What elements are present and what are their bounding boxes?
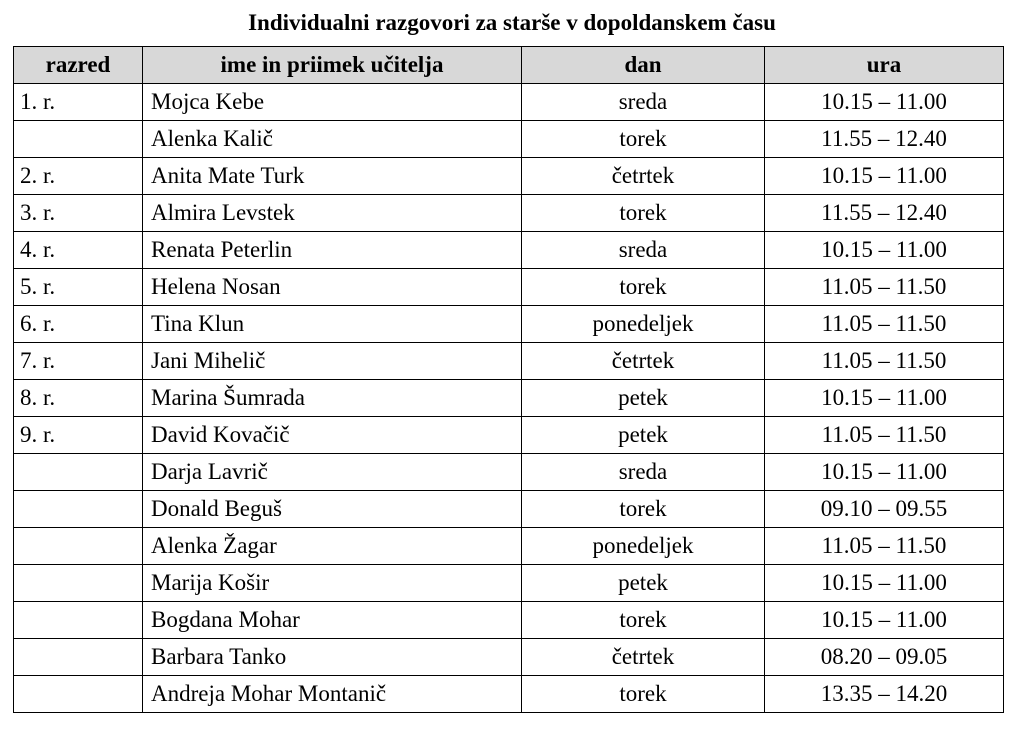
table-row (14, 491, 1004, 528)
header-row (14, 47, 1004, 84)
table-row (14, 602, 1004, 639)
cell-day: ponedeljek (522, 528, 765, 565)
cell-time: 13.35 – 14.20 (765, 676, 1004, 713)
cell-day: četrtek (522, 343, 765, 380)
table-row (14, 121, 1004, 158)
cell-time: 11.05 – 11.50 (765, 306, 1004, 343)
table-row (14, 417, 1004, 454)
cell-teacher-name: Almira Levstek (143, 195, 522, 232)
cell-day: torek (522, 195, 765, 232)
cell-time: 10.15 – 11.00 (765, 158, 1004, 195)
table-row (14, 528, 1004, 565)
cell-day: torek (522, 491, 765, 528)
cell-teacher-name: Helena Nosan (143, 269, 522, 306)
cell-teacher-name: Bogdana Mohar (143, 602, 522, 639)
cell-day: petek (522, 417, 765, 454)
cell-day: torek (522, 602, 765, 639)
cell-grade: 7. r. (14, 343, 143, 380)
cell-teacher-name: Alenka Žagar (143, 528, 522, 565)
table-row (14, 565, 1004, 602)
cell-grade: 6. r. (14, 306, 143, 343)
cell-time: 11.55 – 12.40 (765, 195, 1004, 232)
column-header-grade: razred (14, 47, 143, 84)
cell-time: 10.15 – 11.00 (765, 380, 1004, 417)
table-row (14, 306, 1004, 343)
cell-day: sreda (522, 84, 765, 121)
cell-day: torek (522, 676, 765, 713)
cell-day: torek (522, 121, 765, 158)
table-row (14, 84, 1004, 121)
cell-day: četrtek (522, 639, 765, 676)
cell-day: sreda (522, 232, 765, 269)
cell-grade (14, 528, 143, 565)
cell-grade (14, 639, 143, 676)
cell-teacher-name: Anita Mate Turk (143, 158, 522, 195)
cell-day: petek (522, 565, 765, 602)
column-header-time: ura (765, 47, 1004, 84)
cell-time: 10.15 – 11.00 (765, 84, 1004, 121)
cell-time: 11.05 – 11.50 (765, 269, 1004, 306)
cell-time: 11.05 – 11.50 (765, 343, 1004, 380)
table-row (14, 232, 1004, 269)
table-row (14, 158, 1004, 195)
cell-time: 11.05 – 11.50 (765, 417, 1004, 454)
cell-grade (14, 602, 143, 639)
column-header-day: dan (522, 47, 765, 84)
schedule-table (13, 46, 1004, 713)
cell-teacher-name: Barbara Tanko (143, 639, 522, 676)
cell-grade (14, 491, 143, 528)
table-row (14, 269, 1004, 306)
cell-teacher-name: Andreja Mohar Montanič (143, 676, 522, 713)
cell-grade: 8. r. (14, 380, 143, 417)
cell-time: 09.10 – 09.55 (765, 491, 1004, 528)
cell-grade (14, 121, 143, 158)
cell-time: 10.15 – 11.00 (765, 454, 1004, 491)
cell-day: sreda (522, 454, 765, 491)
cell-grade: 9. r. (14, 417, 143, 454)
cell-grade: 1. r. (14, 84, 143, 121)
cell-day: petek (522, 380, 765, 417)
cell-grade (14, 454, 143, 491)
table-header (14, 47, 1004, 84)
cell-teacher-name: Marina Šumrada (143, 380, 522, 417)
cell-teacher-name: Mojca Kebe (143, 84, 522, 121)
table-row (14, 676, 1004, 713)
cell-time: 10.15 – 11.00 (765, 565, 1004, 602)
table-row (14, 454, 1004, 491)
cell-day: ponedeljek (522, 306, 765, 343)
table-body (14, 84, 1004, 713)
cell-teacher-name: Marija Košir (143, 565, 522, 602)
cell-grade (14, 565, 143, 602)
cell-teacher-name: Renata Peterlin (143, 232, 522, 269)
table-row (14, 380, 1004, 417)
cell-teacher-name: Jani Mihelič (143, 343, 522, 380)
cell-time: 08.20 – 09.05 (765, 639, 1004, 676)
cell-teacher-name: Tina Klun (143, 306, 522, 343)
cell-day: torek (522, 269, 765, 306)
cell-teacher-name: David Kovačič (143, 417, 522, 454)
document-title: Individualni razgovori za starše v dopoldanskem času (248, 10, 776, 35)
cell-teacher-name: Alenka Kalič (143, 121, 522, 158)
cell-grade: 4. r. (14, 232, 143, 269)
cell-day: četrtek (522, 158, 765, 195)
column-header-name: ime in priimek učitelja (143, 47, 522, 84)
cell-grade: 5. r. (14, 269, 143, 306)
cell-teacher-name: Donald Beguš (143, 491, 522, 528)
table-row (14, 639, 1004, 676)
cell-grade (14, 676, 143, 713)
cell-time: 11.05 – 11.50 (765, 528, 1004, 565)
cell-teacher-name: Darja Lavrič (143, 454, 522, 491)
table-row (14, 343, 1004, 380)
cell-grade: 2. r. (14, 158, 143, 195)
cell-grade: 3. r. (14, 195, 143, 232)
cell-time: 10.15 – 11.00 (765, 602, 1004, 639)
cell-time: 10.15 – 11.00 (765, 232, 1004, 269)
cell-time: 11.55 – 12.40 (765, 121, 1004, 158)
table-row (14, 195, 1004, 232)
